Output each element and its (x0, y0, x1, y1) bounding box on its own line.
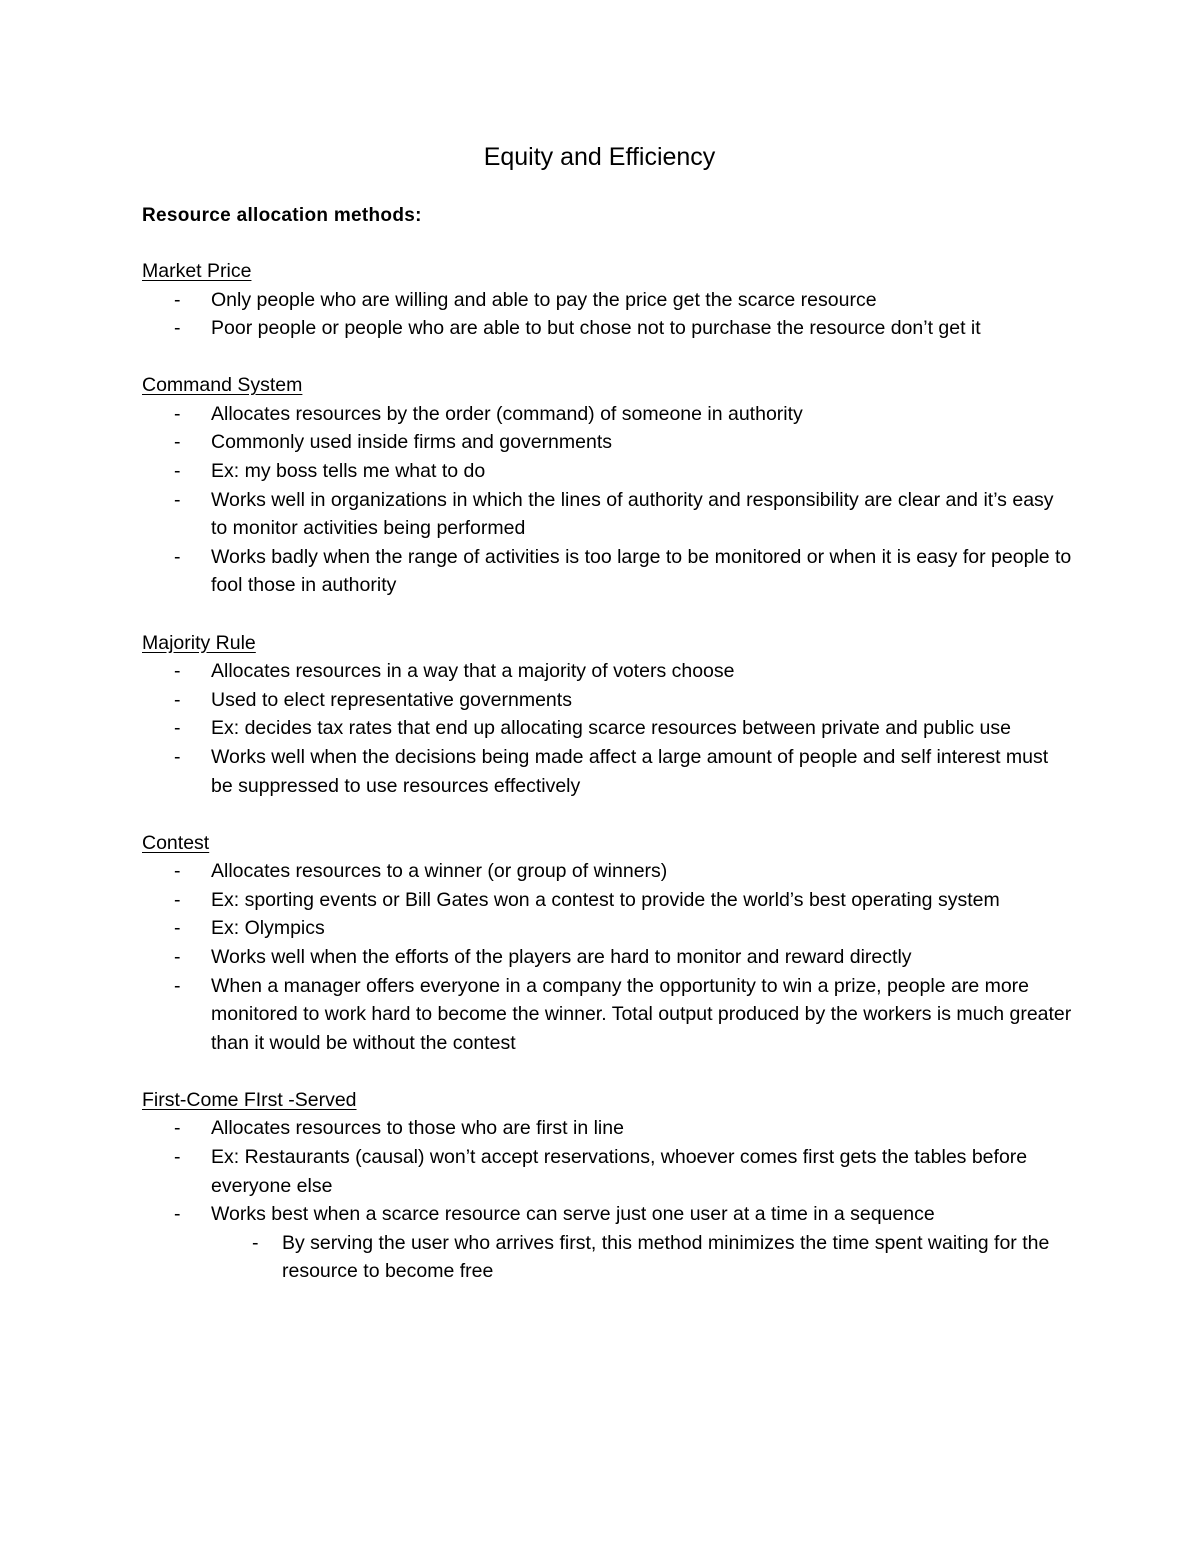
sub-list-item (142, 1229, 1072, 1286)
list-item (142, 943, 1072, 972)
list-item (142, 314, 1072, 343)
list-item (142, 1143, 1072, 1200)
list-item-text: Ex: Olympics (211, 917, 325, 940)
page-title: Equity and Efficiency (483, 143, 716, 171)
bullet-list (142, 857, 1072, 1057)
section-market-price (142, 257, 1072, 343)
list-item-text: By serving the user who arrives first, this method minimizes the time spent waiting for the resource to become free (282, 1231, 1050, 1283)
list-item-text: Ex: Restaurants (causal) won’t accept reservations, whoever comes first gets the tables before everyone else (211, 1146, 1028, 1197)
bullet-list (142, 657, 1072, 800)
list-item (142, 657, 1072, 686)
list-item (142, 1114, 1072, 1143)
bullet-dash: - (174, 974, 181, 997)
section-heading: Market Price (142, 260, 252, 282)
document-page (142, 140, 1072, 1315)
bullet-dash: - (174, 660, 181, 683)
section-heading: Contest (142, 831, 210, 854)
bullet-dash: - (174, 1117, 181, 1140)
list-item (142, 914, 1072, 943)
list-item-text: Allocates resources by the order (command) of someone in authority (211, 402, 803, 425)
list-item-text: Commonly used inside firms and governments (211, 431, 613, 454)
list-item-text: Works badly when the range of activities is too large to be monitored or when it is easy for people to fool those in authority (211, 545, 1072, 597)
section-heading: Command System (142, 374, 303, 397)
list-item-text: Allocates resources in a way that a majority of voters choose (211, 660, 735, 683)
list-item-text: Works best when a scarce resource can serve just one user at a time in a sequence (211, 1203, 935, 1226)
list-item (142, 486, 1072, 543)
bullet-dash: - (174, 860, 181, 883)
list-item-text: Ex: sporting events or Bill Gates won a contest to provide the world’s best operating system (211, 888, 1000, 911)
list-item-text: Only people who are willing and able to pay the price get the scarce resource (211, 288, 877, 311)
list-item (142, 543, 1072, 600)
bullet-dash: - (174, 402, 181, 425)
section-heading: Majority Rule (142, 631, 256, 654)
list-item-text: Works well when the efforts of the players are hard to monitor and reward directly (211, 945, 912, 968)
list-item (142, 714, 1072, 743)
list-item-text: Ex: decides tax rates that end up allocating scarce resources between private and public use (211, 717, 1011, 740)
list-item (142, 857, 1072, 886)
list-item-text: Allocates resources to those who are first in line (211, 1117, 624, 1140)
bullet-dash: - (174, 688, 181, 711)
bullet-dash: - (174, 917, 181, 940)
list-item (142, 743, 1072, 800)
bullet-dash: - (174, 288, 181, 311)
bullet-dash: - (174, 317, 181, 340)
list-item (142, 428, 1072, 457)
section-heading: First-Come FIrst -Served (142, 1088, 357, 1111)
list-item-text: When a manager offers everyone in a company the opportunity to win a prize, people are more monitored to work hard to become the winner. Total output produced by the workers is much greater than it would be without the contest (211, 974, 1072, 1054)
section-majority-rule (142, 629, 1072, 801)
bullet-dash: - (174, 888, 181, 911)
bullet-dash: - (174, 1146, 181, 1169)
bullet-list (142, 1114, 1072, 1286)
list-item (142, 886, 1072, 915)
section-first-come-first-served (142, 1086, 1072, 1286)
list-item (142, 1200, 1072, 1229)
bullet-list (142, 286, 1072, 343)
bullet-dash: - (174, 945, 181, 968)
bullet-dash: - (174, 745, 181, 768)
list-item-text: Works well in organizations in which the lines of authority and responsibility are clear and it’s easy to monitor activities being performed (211, 488, 1054, 540)
list-item-text: Used to elect representative governments (211, 688, 572, 711)
subtitle: Resource allocation methods: (142, 205, 422, 226)
list-item (142, 400, 1072, 429)
list-item (142, 457, 1072, 486)
bullet-dash: - (252, 1231, 259, 1254)
section-contest (142, 829, 1072, 1058)
bullet-dash: - (174, 717, 181, 740)
bullet-list (142, 400, 1072, 600)
bullet-dash: - (174, 545, 181, 568)
bullet-dash: - (174, 460, 181, 483)
list-item-text: Poor people or people who are able to but chose not to purchase the resource don’t get it (211, 317, 981, 340)
list-item-text: Ex: my boss tells me what to do (211, 460, 486, 483)
list-item (142, 972, 1072, 1058)
bullet-dash: - (174, 1203, 181, 1226)
bullet-dash: - (174, 488, 181, 511)
section-command-system (142, 371, 1072, 600)
bullet-dash: - (174, 431, 181, 454)
list-item-text: Allocates resources to a winner (or group of winners) (211, 860, 668, 883)
list-item-text: Works well when the decisions being made affect a large amount of people and self interest must be suppressed to use resources effectively (211, 745, 1049, 797)
list-item (142, 286, 1072, 315)
list-item (142, 686, 1072, 715)
